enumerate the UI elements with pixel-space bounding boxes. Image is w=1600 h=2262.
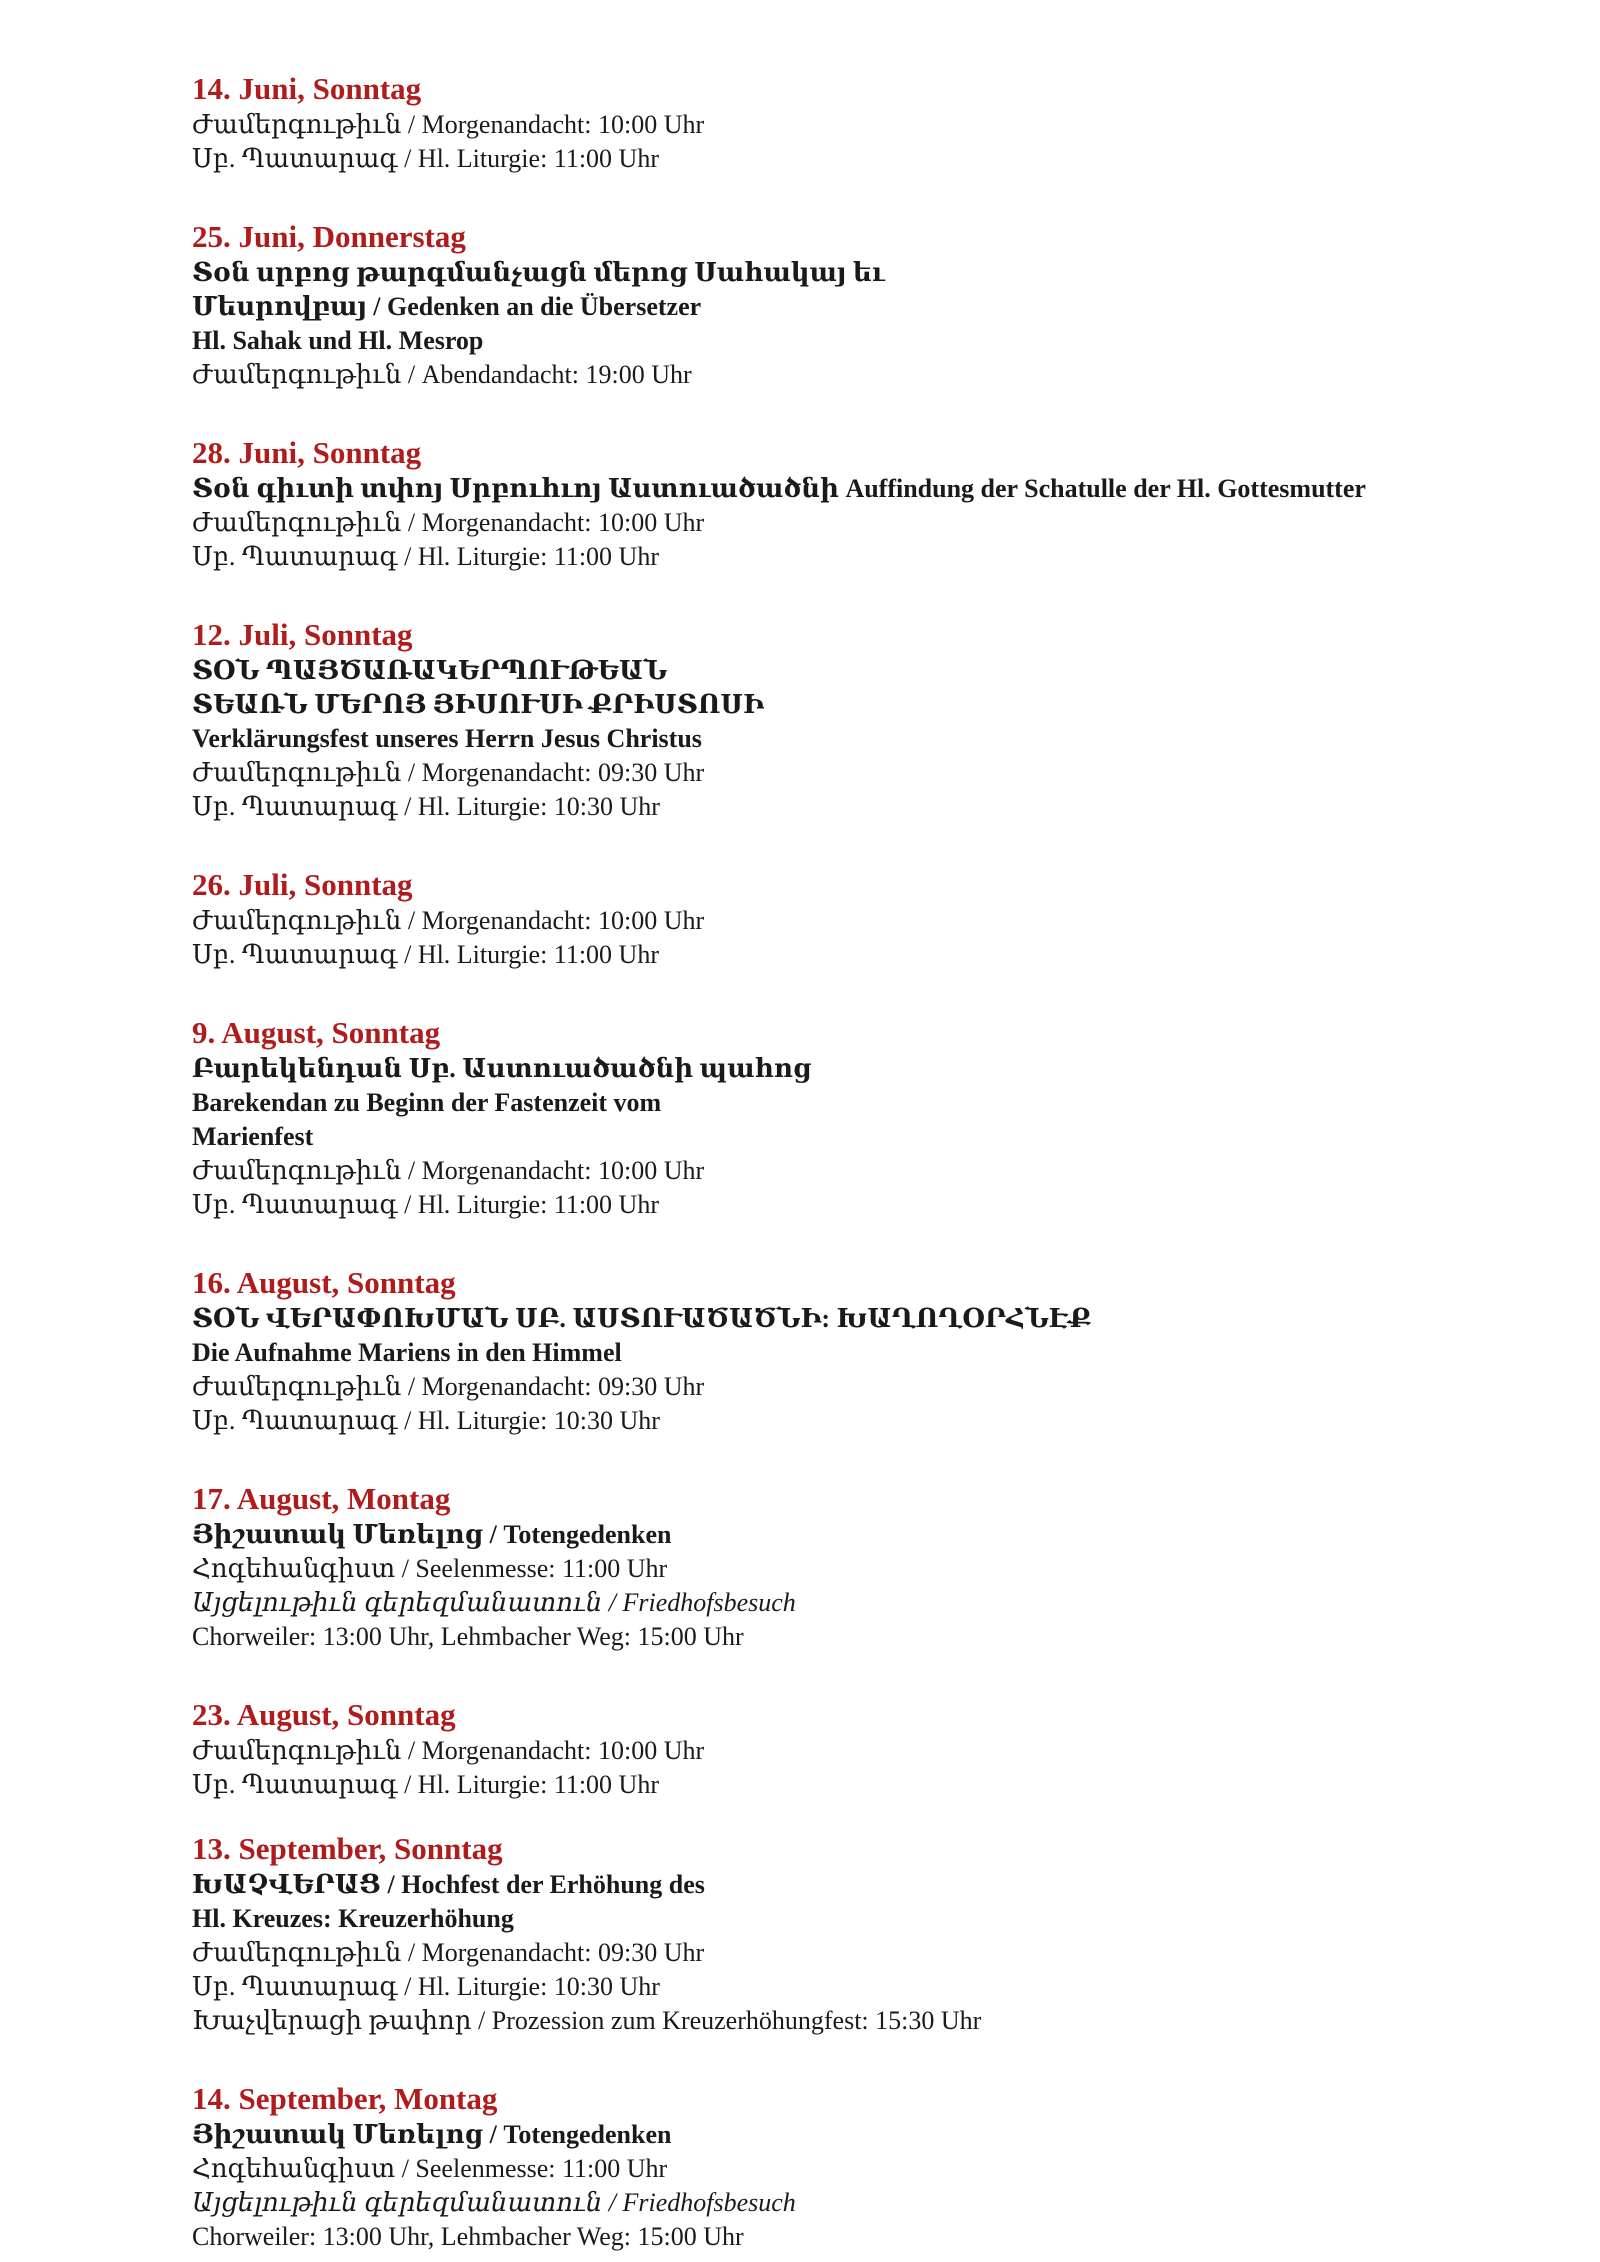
event-entry [192, 616, 1492, 824]
event-title-line: Մեսրովբայ / Gedenken an die Übersetzer [192, 292, 702, 321]
event-detail-line: Ժամերգութիւն / Morgenandacht: 10:00 Uhr [192, 1736, 705, 1765]
event-entry [192, 70, 1492, 176]
event-detail-line: Հոգեհանգիստ / Seelenmesse: 11:00 Uhr [192, 2154, 668, 2183]
event-detail-line: Այցելութիւն գերեզմանատուն / Friedhofsbesuch [192, 1588, 796, 1617]
event-detail-line: Հոգեհանգիստ / Seelenmesse: 11:00 Uhr [192, 1554, 668, 1583]
event-date: 12. Juli, Sonntag [192, 617, 413, 652]
event-date: 17. August, Montag [192, 1481, 451, 1516]
event-entry [192, 218, 1492, 392]
event-detail-line: Ժամերգութիւն / Morgenandacht: 10:00 Uhr [192, 1156, 705, 1185]
event-entry [192, 2080, 1492, 2254]
event-entry [192, 1264, 1492, 1438]
event-entry [192, 1480, 1492, 1654]
event-detail-line: Chorweiler: 13:00 Uhr, Lehmbacher Weg: 15:00 Uhr [192, 1622, 744, 1651]
event-detail-line: Ժամերգութիւն / Morgenandacht: 10:00 Uhr [192, 508, 705, 537]
event-detail-line: Սբ. Պատարագ / Hl. Liturgie: 11:00 Uhr [192, 940, 659, 969]
event-date: 23. August, Sonntag [192, 1697, 456, 1732]
event-detail-line: Սբ. Պատարագ / Hl. Liturgie: 11:00 Uhr [192, 1770, 659, 1799]
event-detail-line: Սբ. Պատարագ / Hl. Liturgie: 11:00 Uhr [192, 1190, 659, 1219]
event-detail-line: Ժամերգութիւն / Morgenandacht: 09:30 Uhr [192, 1372, 705, 1401]
event-detail-line: Խաչվերացի թափոր / Prozession zum Kreuzerhöhungfest: 15:30 Uhr [192, 2006, 982, 2035]
event-date: 13. September, Sonntag [192, 1831, 503, 1866]
event-date: 16. August, Sonntag [192, 1265, 456, 1300]
event-detail-line: Սբ. Պատարագ / Hl. Liturgie: 11:00 Uhr [192, 542, 659, 571]
event-title-line: Յիշատակ Մեռելոց / Totengedenken [192, 1520, 672, 1549]
event-detail-line: Ժամերգութիւն / Morgenandacht: 09:30 Uhr [192, 1938, 705, 1967]
event-date: 25. Juni, Donnerstag [192, 219, 466, 254]
event-detail-line: Սբ. Պատարագ / Hl. Liturgie: 10:30 Uhr [192, 1406, 660, 1435]
event-date: 9. August, Sonntag [192, 1015, 441, 1050]
event-title-line: Barekendan zu Beginn der Fastenzeit vom [192, 1088, 662, 1117]
event-date: 14. September, Montag [192, 2081, 498, 2116]
event-title-line: Բարեկենդան Սբ. Աստուածածնի պահոց [192, 1054, 812, 1083]
event-title-line: Verklärungsfest unseres Herrn Jesus Christus [192, 724, 702, 753]
event-title-line: Տօն գիւտի տփոյ Սրբուհւոյ Աստուածածնի Auffindung der Schatulle der Hl. Gottesmutter [192, 474, 1366, 503]
event-title-line: Hl. Kreuzes: Kreuzerhöhung [192, 1904, 514, 1933]
event-title-line: ՏԵԱՌՆ ՄԵՐՈՅ ՅԻՍՈՒՍԻ ՔՐԻՍՏՈՍԻ [192, 690, 764, 719]
event-title-line: ՏՕՆ ՎԵՐԱՓՈԽՄԱՆ ՍԲ. ԱՍՏՈՒԱԾԱԾՆԻ: ԽԱՂՈՂՕՐՀՆԷՔ [192, 1304, 1092, 1333]
event-entry [192, 866, 1492, 972]
schedule-page [192, 70, 1492, 2254]
event-entry [192, 1830, 1492, 2038]
event-title-line: Marienfest [192, 1122, 314, 1151]
event-detail-line: Ժամերգութիւն / Morgenandacht: 09:30 Uhr [192, 758, 705, 787]
event-title-line: Տօն սրբոց թարգմանչացն մերոց Սահակայ եւ [192, 258, 885, 287]
event-date: 26. Juli, Sonntag [192, 867, 413, 902]
event-detail-line: Chorweiler: 13:00 Uhr, Lehmbacher Weg: 15:00 Uhr [192, 2222, 744, 2251]
event-title-line: Hl. Sahak und Hl. Mesrop [192, 326, 484, 355]
event-detail-line: Ժամերգութիւն / Morgenandacht: 10:00 Uhr [192, 110, 705, 139]
event-title-line: ԽԱՉՎԵՐԱՑ / Hochfest der Erhöhung des [192, 1870, 705, 1899]
event-date: 14. Juni, Sonntag [192, 71, 422, 106]
event-title-line: Die Aufnahme Mariens in den Himmel [192, 1338, 622, 1367]
event-title-line: ՏՕՆ ՊԱՅԾԱՌԱԿԵՐՊՈՒԹԵԱՆ [192, 656, 668, 685]
event-entry [192, 1696, 1492, 1802]
event-detail-line: Սբ. Պատարագ / Hl. Liturgie: 10:30 Uhr [192, 792, 660, 821]
event-detail-line: Ժամերգութիւն / Abendandacht: 19:00 Uhr [192, 360, 692, 389]
event-detail-line: Այցելութիւն գերեզմանատուն / Friedhofsbesuch [192, 2188, 796, 2217]
event-detail-line: Ժամերգութիւն / Morgenandacht: 10:00 Uhr [192, 906, 705, 935]
event-detail-line: Սբ. Պատարագ / Hl. Liturgie: 11:00 Uhr [192, 144, 659, 173]
event-title-line: Յիշատակ Մեռելոց / Totengedenken [192, 2120, 672, 2149]
event-detail-line: Սբ. Պատարագ / Hl. Liturgie: 10:30 Uhr [192, 1972, 660, 2001]
event-entry [192, 1014, 1492, 1222]
event-entry [192, 434, 1492, 574]
event-date: 28. Juni, Sonntag [192, 435, 422, 470]
